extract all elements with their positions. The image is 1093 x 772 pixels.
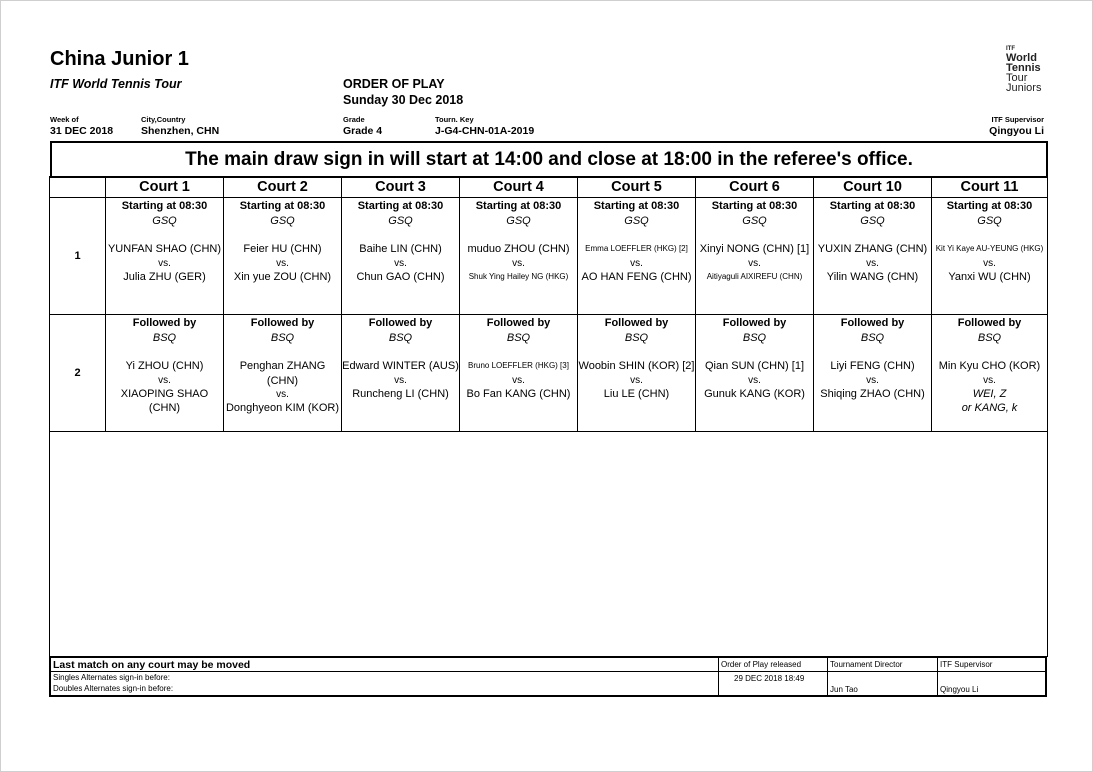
tournament-title: China Junior 1 [50, 48, 189, 70]
match-start: Starting at 08:30 [829, 200, 916, 212]
versus: vs. [394, 374, 407, 386]
city-label: City,Country [141, 115, 186, 124]
player-two: Runcheng LI (CHN) [352, 387, 449, 400]
player-two: AO HAN FENG (CHN) [581, 270, 692, 283]
event-code: BSQ [977, 331, 1002, 344]
match-cell [696, 315, 814, 432]
event-code: GSQ [742, 214, 767, 227]
player-one: Min Kyu CHO (KOR) [938, 360, 1041, 372]
versus: vs. [866, 374, 879, 386]
match-cell [578, 198, 696, 315]
player-two: Bo Fan KANG (CHN) [466, 387, 571, 400]
versus: vs. [748, 374, 761, 386]
empty-area [50, 432, 1048, 657]
match-cell [814, 315, 932, 432]
match-row [50, 315, 1048, 432]
play-date: Sunday 30 Dec 2018 [343, 93, 464, 107]
player-two: Aitiyaguli AIXIREFU (CHN) [706, 271, 803, 281]
event-code: GSQ [860, 214, 885, 227]
versus: vs. [748, 257, 761, 269]
match-cell [460, 315, 578, 432]
player-one: muduo ZHOU (CHN) [467, 243, 570, 255]
player-one: Bruno LOEFFLER (HKG) [3] [468, 361, 569, 370]
player-one: Feier HU (CHN) [243, 243, 322, 255]
court-header: Court 3 [342, 177, 460, 198]
footer-col-divider [937, 658, 938, 695]
event-code: BSQ [624, 331, 649, 344]
logo-itf-text: ITF [1006, 46, 1015, 52]
grade-value: Grade 4 [343, 125, 383, 137]
logo-juniors-text: Juniors [1006, 82, 1042, 94]
order-of-play-table [49, 176, 1048, 657]
court-header: Court 4 [460, 177, 578, 198]
court-header: Court 5 [578, 177, 696, 198]
versus: vs. [394, 257, 407, 269]
match-start: Followed by [486, 317, 551, 329]
versus: vs. [276, 389, 289, 400]
event-code: GSQ [506, 214, 531, 227]
match-start: Starting at 08:30 [357, 200, 444, 212]
match-start: Starting at 08:30 [946, 200, 1033, 212]
player-one: Penghan ZHANG (CHN) [239, 360, 326, 387]
footer-box [49, 656, 1047, 697]
player-two: Yanxi WU (CHN) [948, 270, 1031, 283]
player-two: Xin yue ZOU (CHN) [233, 270, 332, 283]
versus: vs. [158, 257, 171, 269]
event-code: BSQ [152, 331, 177, 344]
match-start: Starting at 08:30 [239, 200, 326, 212]
versus: vs. [866, 257, 879, 269]
player-two: XIAOPING SHAO (CHN) [120, 387, 209, 414]
match-cell [342, 315, 460, 432]
court-header: Court 10 [814, 177, 932, 198]
match-start: Starting at 08:30 [121, 200, 208, 212]
city-value: Shenzhen, CHN [141, 125, 220, 137]
player-two: WEI, Z [972, 387, 1007, 400]
versus: vs. [983, 257, 996, 269]
match-cell [932, 198, 1048, 315]
footer-col-divider [718, 658, 719, 695]
released-value: 29 DEC 2018 18:49 [734, 674, 805, 683]
match-cell [224, 315, 342, 432]
tourn-key-label: Tourn. Key [435, 115, 474, 124]
director-value: Jun Tao [830, 685, 858, 694]
match-start: Followed by [722, 317, 787, 329]
sign-in-banner: The main draw sign in will start at 14:00 and close at 18:00 in the referee's office. [50, 141, 1048, 178]
player-one: YUXIN ZHANG (CHN) [817, 243, 928, 255]
match-start: Starting at 08:30 [475, 200, 562, 212]
player-two-alternate: or KANG, k [961, 402, 1018, 414]
logo-world-text: World [1006, 52, 1037, 64]
event-code: BSQ [388, 331, 413, 344]
court-header-row [50, 177, 1048, 198]
event-code: BSQ [506, 331, 531, 344]
row-number: 2 [50, 315, 106, 432]
order-of-play-label: ORDER OF PLAY [343, 77, 445, 91]
supervisor-label: ITF Supervisor [991, 115, 1044, 124]
footer-col-divider [827, 658, 828, 695]
player-one: YUNFAN SHAO (CHN) [107, 243, 222, 255]
versus: vs. [630, 374, 643, 386]
player-two: Liu LE (CHN) [603, 387, 670, 400]
event-code: GSQ [388, 214, 413, 227]
player-two: Yilin WANG (CHN) [826, 270, 919, 283]
match-start: Starting at 08:30 [711, 200, 798, 212]
match-cell [696, 198, 814, 315]
match-cell [106, 315, 224, 432]
doubles-alternates-label: Doubles Alternates sign-in before: [53, 684, 174, 693]
match-cell [814, 198, 932, 315]
tour-subtitle: ITF World Tennis Tour [50, 77, 182, 91]
grade-label: Grade [343, 115, 365, 124]
footer-supervisor-value: Qingyou Li [940, 685, 979, 694]
week-label: Week of [50, 115, 79, 124]
match-start: Followed by [132, 317, 197, 329]
versus: vs. [158, 374, 171, 386]
match-cell [578, 315, 696, 432]
player-two: Gunuk KANG (KOR) [704, 387, 805, 400]
player-one: Woobin SHIN (KOR) [2] [578, 360, 695, 372]
player-one: Xinyi NONG (CHN) [1] [699, 243, 810, 255]
court-header: Court 2 [224, 177, 342, 198]
versus: vs. [983, 374, 996, 386]
player-two: Donghyeon KIM (KOR) [225, 402, 340, 414]
footer-supervisor-label: ITF Supervisor [940, 660, 993, 669]
player-two: Shiqing ZHAO (CHN) [820, 387, 925, 400]
player-one: Kit Yi Kaye AU-YEUNG (HKG) [935, 244, 1044, 253]
row-number: 1 [50, 198, 106, 315]
match-start: Followed by [250, 317, 315, 329]
player-one: Yi ZHOU (CHN) [125, 360, 204, 372]
match-start: Followed by [604, 317, 669, 329]
tourn-key-value: J-G4-CHN-01A-2019 [435, 125, 535, 137]
player-two: Julia ZHU (GER) [123, 270, 206, 283]
court-header: Court 6 [696, 177, 814, 198]
week-value: 31 DEC 2018 [50, 125, 114, 137]
match-cell [342, 198, 460, 315]
event-code: GSQ [624, 214, 649, 227]
event-code: GSQ [270, 214, 295, 227]
event-code: GSQ [977, 214, 1002, 227]
event-code: BSQ [270, 331, 295, 344]
event-code: BSQ [742, 331, 767, 344]
versus: vs. [276, 257, 289, 269]
logo-tennis-text: Tennis [1006, 62, 1041, 74]
itf-juniors-logo [1006, 46, 1052, 93]
match-start: Starting at 08:30 [593, 200, 680, 212]
player-two: Shuk Ying Hailey NG (HKG) [468, 271, 569, 281]
player-one: Emma LOEFFLER (HKG) [2] [585, 244, 688, 253]
match-cell [224, 198, 342, 315]
footer-divider [51, 671, 1045, 672]
match-start: Followed by [368, 317, 433, 329]
event-code: GSQ [152, 214, 177, 227]
event-code: BSQ [860, 331, 885, 344]
singles-alternates-label: Singles Alternates sign-in before: [53, 673, 170, 682]
versus: vs. [512, 374, 525, 386]
player-one: Qian SUN (CHN) [1] [704, 360, 805, 372]
versus: vs. [512, 257, 525, 269]
player-one: Edward WINTER (AUS) [342, 360, 459, 372]
match-row [50, 198, 1048, 315]
player-one: Liyi FENG (CHN) [830, 360, 915, 372]
player-two: Chun GAO (CHN) [356, 270, 445, 283]
supervisor-value: Qingyou Li [989, 125, 1044, 137]
match-cell [460, 198, 578, 315]
match-cell [106, 198, 224, 315]
match-start: Followed by [840, 317, 905, 329]
corner-cell [50, 177, 106, 198]
released-label: Order of Play released [721, 660, 802, 669]
last-match-note: Last match on any court may be moved [53, 659, 251, 671]
logo-tour-text: Tour [1006, 72, 1028, 84]
director-label: Tournament Director [830, 660, 903, 669]
versus: vs. [630, 257, 643, 269]
player-one: Baihe LIN (CHN) [359, 243, 442, 255]
court-header: Court 11 [932, 177, 1048, 198]
match-start: Followed by [957, 317, 1022, 329]
empty-row [50, 432, 1048, 657]
court-header: Court 1 [106, 177, 224, 198]
match-cell [932, 315, 1048, 432]
